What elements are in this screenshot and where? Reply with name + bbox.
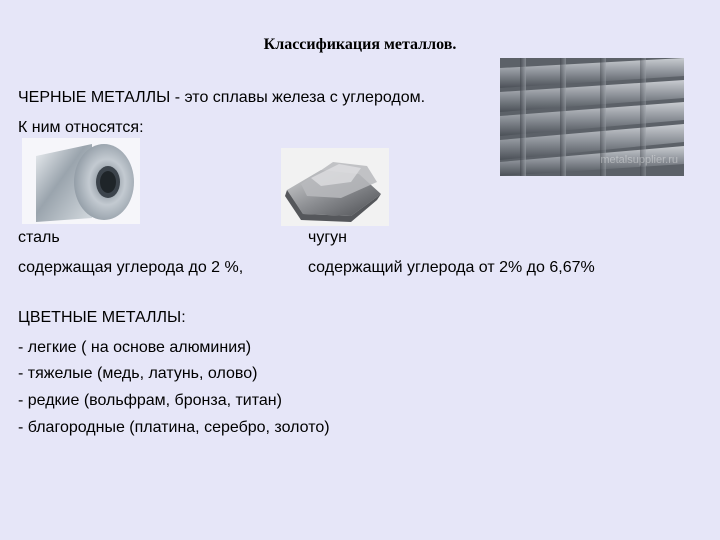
ferrous-heading: ЧЕРНЫЕ МЕТАЛЛЫ - это сплавы железа с углеродом. (18, 89, 426, 106)
steel-label: сталь (18, 229, 60, 246)
cast-iron-ingots-photo (281, 148, 389, 226)
nonferrous-item-noble: - благородные (платина, серебро, золото) (18, 419, 330, 436)
nonferrous-item-rare: - редкие (вольфрам, бронза, титан) (18, 392, 282, 409)
nonferrous-item-light: - легкие ( на основе алюминия) (18, 339, 252, 356)
cast-iron-label: чугун (308, 229, 348, 246)
cast-iron-drawing (281, 148, 389, 226)
nonferrous-heading: ЦВЕТНЫЕ МЕТАЛЛЫ: (18, 309, 186, 326)
photo-watermark: metalsupplier.ru (600, 154, 678, 166)
steel-coil-drawing (22, 138, 140, 224)
cast-iron-description: содержащий углерода от 2% до 6,67% (308, 259, 595, 276)
slide-title: Классификация металлов. (263, 36, 457, 53)
steel-channels-photo (500, 58, 684, 176)
ferrous-intro: К ним относятся: (18, 119, 144, 136)
steel-description: содержащая углерода до 2 %, (18, 259, 244, 276)
steel-coil-photo (22, 138, 140, 224)
nonferrous-item-heavy: - тяжелые (медь, латунь, олово) (18, 365, 258, 382)
